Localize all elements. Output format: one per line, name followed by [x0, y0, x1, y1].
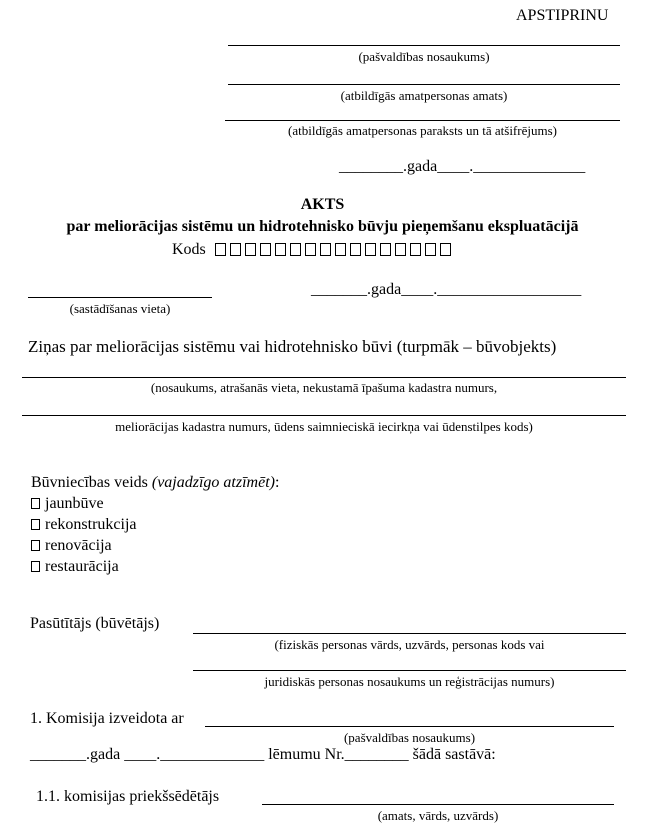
commission-municipality-line[interactable] — [205, 726, 614, 727]
code-box[interactable] — [260, 243, 271, 256]
signature-line[interactable] — [225, 120, 620, 121]
option-label: jaunbūve — [45, 495, 104, 512]
code-box[interactable] — [215, 243, 226, 256]
construction-type-text: Būvniecības veids — [31, 474, 152, 491]
municipality-name-line[interactable] — [228, 45, 620, 46]
client-caption-1: (fiziskās personas vārds, uzvārds, personas kods vai — [274, 637, 545, 652]
code-box[interactable] — [275, 243, 286, 256]
code-box[interactable] — [410, 243, 421, 256]
object-info-line-2[interactable] — [22, 415, 626, 416]
object-info-caption-2: meliorācijas kadastra numurs, ūdens saimnieciskā iecirkņa vai ūdenstilpes kods) — [115, 419, 533, 434]
place-line[interactable] — [28, 297, 212, 298]
object-info-caption-1: (nosaukums, atrašanās vieta, nekustamā īpašuma kadastra numurs, — [150, 380, 498, 395]
approve-date-line[interactable]: ________.gada____.______________ — [339, 158, 586, 175]
construction-type-label — [31, 474, 279, 492]
decision-line[interactable]: _______.gada ____._____________ lēmumu Nr.________ šādā sastāvā: — [30, 746, 496, 763]
chair-label: 1.1. komisijas priekšsēdētājs — [36, 788, 220, 805]
code-box[interactable] — [425, 243, 436, 256]
code-box[interactable] — [230, 243, 241, 256]
code-label: Kods — [172, 241, 206, 258]
code-box[interactable] — [380, 243, 391, 256]
option-new-build[interactable] — [31, 495, 104, 513]
option-label: restaurācija — [45, 558, 119, 575]
code-box[interactable] — [305, 243, 316, 256]
place-caption: (sastādīšanas vieta) — [69, 301, 171, 316]
code-box[interactable] — [290, 243, 301, 256]
option-renovation[interactable] — [31, 537, 112, 555]
client-label: Pasūtītājs (būvētājs) — [30, 615, 160, 632]
code-box[interactable] — [440, 243, 451, 256]
code-boxes[interactable] — [215, 241, 455, 259]
official-position-line[interactable] — [228, 84, 620, 85]
client-line-2[interactable] — [193, 670, 626, 671]
object-info-heading: Ziņas par meliorācijas sistēmu vai hidrotehnisko būvi (turpmāk – būvobjekts) — [28, 337, 557, 356]
commission-line-label: 1. Komisija izveidota ar — [30, 710, 184, 727]
construction-type-colon: : — [274, 474, 280, 491]
code-box[interactable] — [365, 243, 376, 256]
code-box[interactable] — [335, 243, 346, 256]
code-box[interactable] — [245, 243, 256, 256]
construction-type-hint: (vajadzīgo atzīmēt) — [151, 474, 275, 491]
checkbox[interactable] — [31, 540, 40, 551]
code-box[interactable] — [320, 243, 331, 256]
checkbox[interactable] — [31, 561, 40, 572]
act-subtitle: par meliorācijas sistēmu un hidrotehnisko būvju pieņemšanu ekspluatācijā — [66, 218, 579, 235]
object-info-line-1[interactable] — [22, 377, 626, 378]
client-line-1[interactable] — [193, 633, 626, 634]
chair-line[interactable] — [262, 804, 614, 805]
option-label: renovācija — [45, 537, 112, 554]
code-box[interactable] — [350, 243, 361, 256]
client-caption-2: juridiskās personas nosaukums un reģistrācijas numurs) — [264, 674, 555, 689]
option-restoration[interactable] — [31, 558, 119, 576]
code-row — [172, 241, 455, 259]
approve-title: APSTIPRINU — [516, 7, 609, 24]
option-label: rekonstrukcija — [45, 516, 137, 533]
signature-caption: (atbildīgās amatpersonas paraksts un tā atšifrējums) — [288, 123, 557, 138]
checkbox[interactable] — [31, 498, 40, 509]
act-title: AKTS — [300, 196, 345, 213]
code-box[interactable] — [395, 243, 406, 256]
checkbox[interactable] — [31, 519, 40, 530]
municipality-caption: (pašvaldības nosaukums) — [358, 49, 490, 64]
commission-municipality-caption: (pašvaldības nosaukums) — [343, 730, 476, 745]
option-reconstruction[interactable] — [31, 516, 137, 534]
chair-caption: (amats, vārds, uzvārds) — [377, 808, 499, 823]
official-position-caption: (atbildīgās amatpersonas amats) — [340, 88, 508, 103]
act-date-line[interactable]: _______.gada____.__________________ — [311, 281, 582, 298]
